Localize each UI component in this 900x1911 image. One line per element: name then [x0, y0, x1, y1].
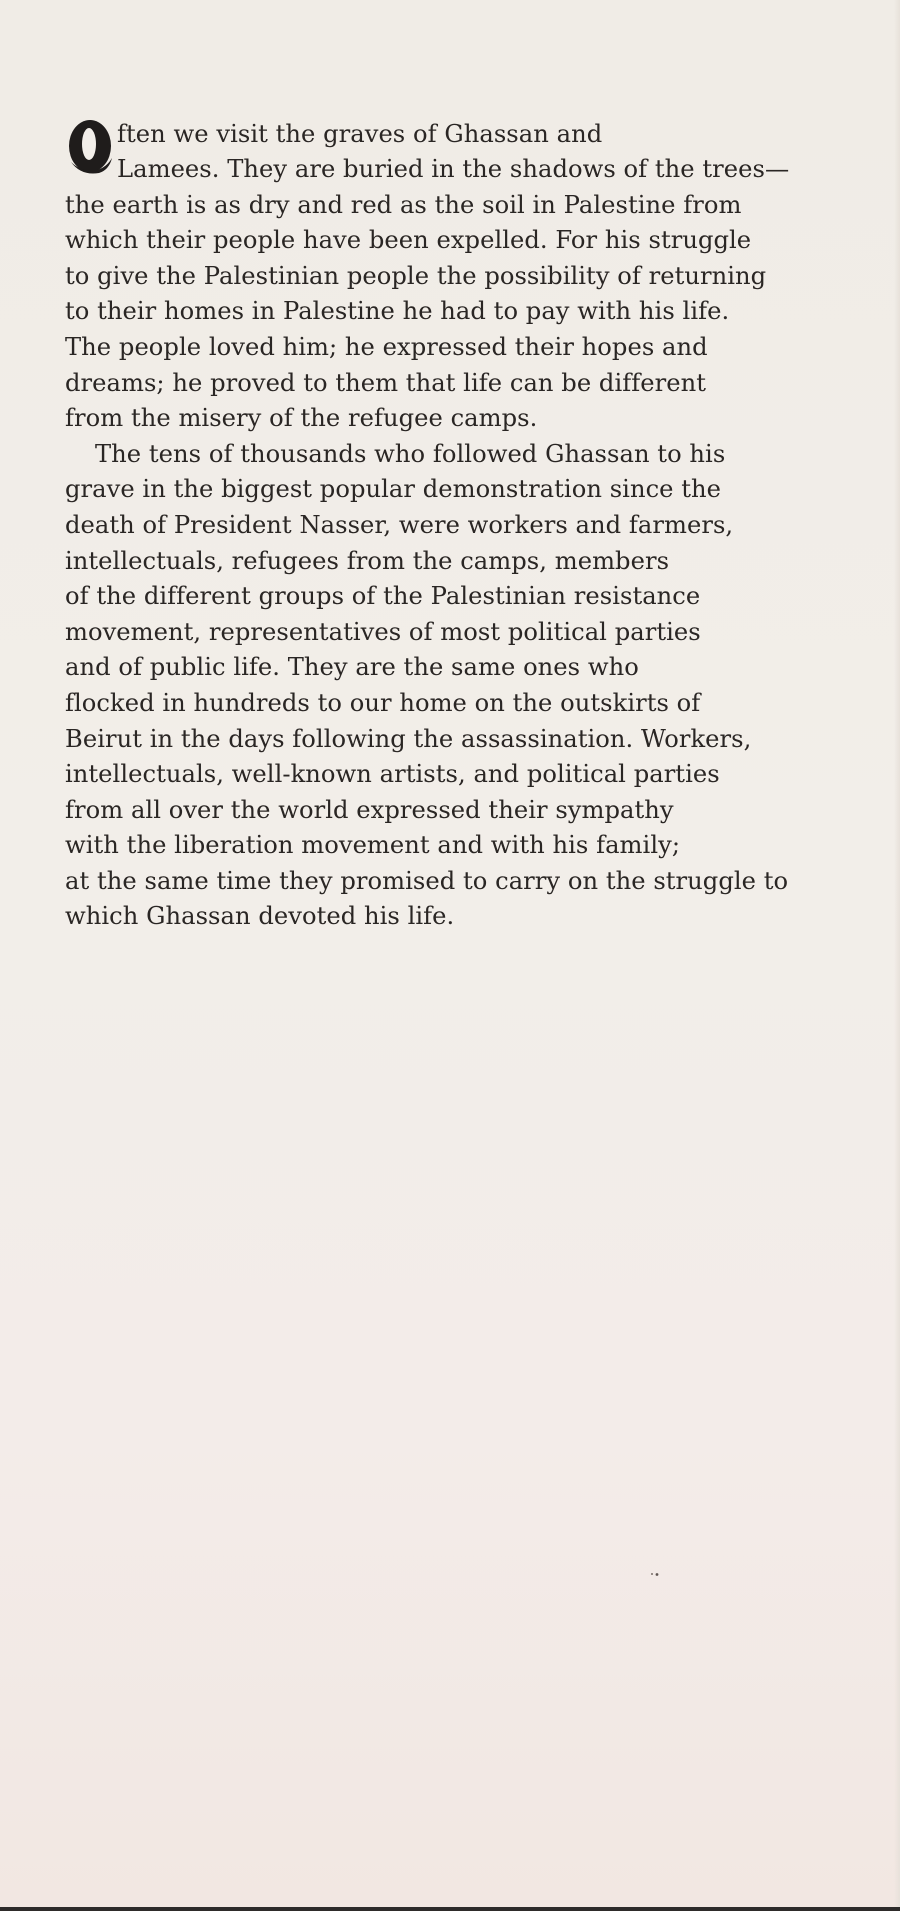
paragraph-2-line-11: from all over the world expressed their sympathy [65, 795, 674, 824]
drop-cap-glyph [65, 116, 115, 176]
paragraph-1-line-9: from the misery of the refugee camps. [65, 404, 538, 433]
paper-speck [650, 1572, 660, 1576]
paragraph-2-line-3: death of President Nasser, were workers and farmers, [65, 510, 734, 539]
paragraph-1-line-1: ften we visit the graves of Ghassan and [117, 120, 603, 148]
bottom-edge [0, 1907, 900, 1911]
paragraph-1-line-4: which their people have been expelled. For his struggle [65, 226, 752, 255]
paragraph-2-line-7: and of public life. They are the same ones who [65, 653, 639, 682]
paragraph-2-line-12: with the liberation movement and with his family; [65, 831, 681, 860]
drop-cap [65, 116, 115, 176]
paragraph-1-line-8: dreams; he proved to them that life can be different [65, 368, 706, 397]
paragraph-2-line-8: flocked in hundreds to our home on the outskirts of [65, 688, 701, 717]
paragraph-1-line-6: to their homes in Palestine he had to pay with his life. [65, 297, 730, 326]
paragraph-2-line-9: Beirut in the days following the assassination. Workers, [65, 724, 752, 753]
paragraph-2-line-5: of the different groups of the Palestinian resistance [65, 582, 701, 611]
paragraph-2-line-2: grave in the biggest popular demonstration since the [65, 475, 722, 504]
paragraph-2-line-10: intellectuals, well-known artists, and political parties [65, 760, 720, 789]
paragraph-2-line-6: movement, representatives of most political parties [65, 617, 701, 646]
paragraph-2-line-14: which Ghassan devoted his life. [65, 902, 455, 931]
paragraph-1-line-7: The people loved him; he expressed their hopes and [65, 332, 708, 361]
paragraph-2 [65, 437, 895, 935]
paragraph-2-line-1: The tens of thousands who followed Ghassan to his [95, 439, 726, 468]
paragraph-2-line-4: intellectuals, refugees from the camps, members [65, 546, 670, 575]
paragraph-1-line-2: Lamees. They are buried in the shadows of the trees— [117, 155, 790, 183]
first-line [65, 92, 895, 152]
paragraph-1 [65, 152, 895, 437]
paragraph-1-line-3: the earth is as dry and red as the soil in Palestine from [65, 190, 742, 219]
paragraph-1-line-5: to give the Palestinian people the possibility of returning [65, 261, 767, 290]
paragraph-2-line-13: at the same time they promised to carry on the struggle to [65, 866, 789, 895]
body-text [65, 92, 895, 935]
